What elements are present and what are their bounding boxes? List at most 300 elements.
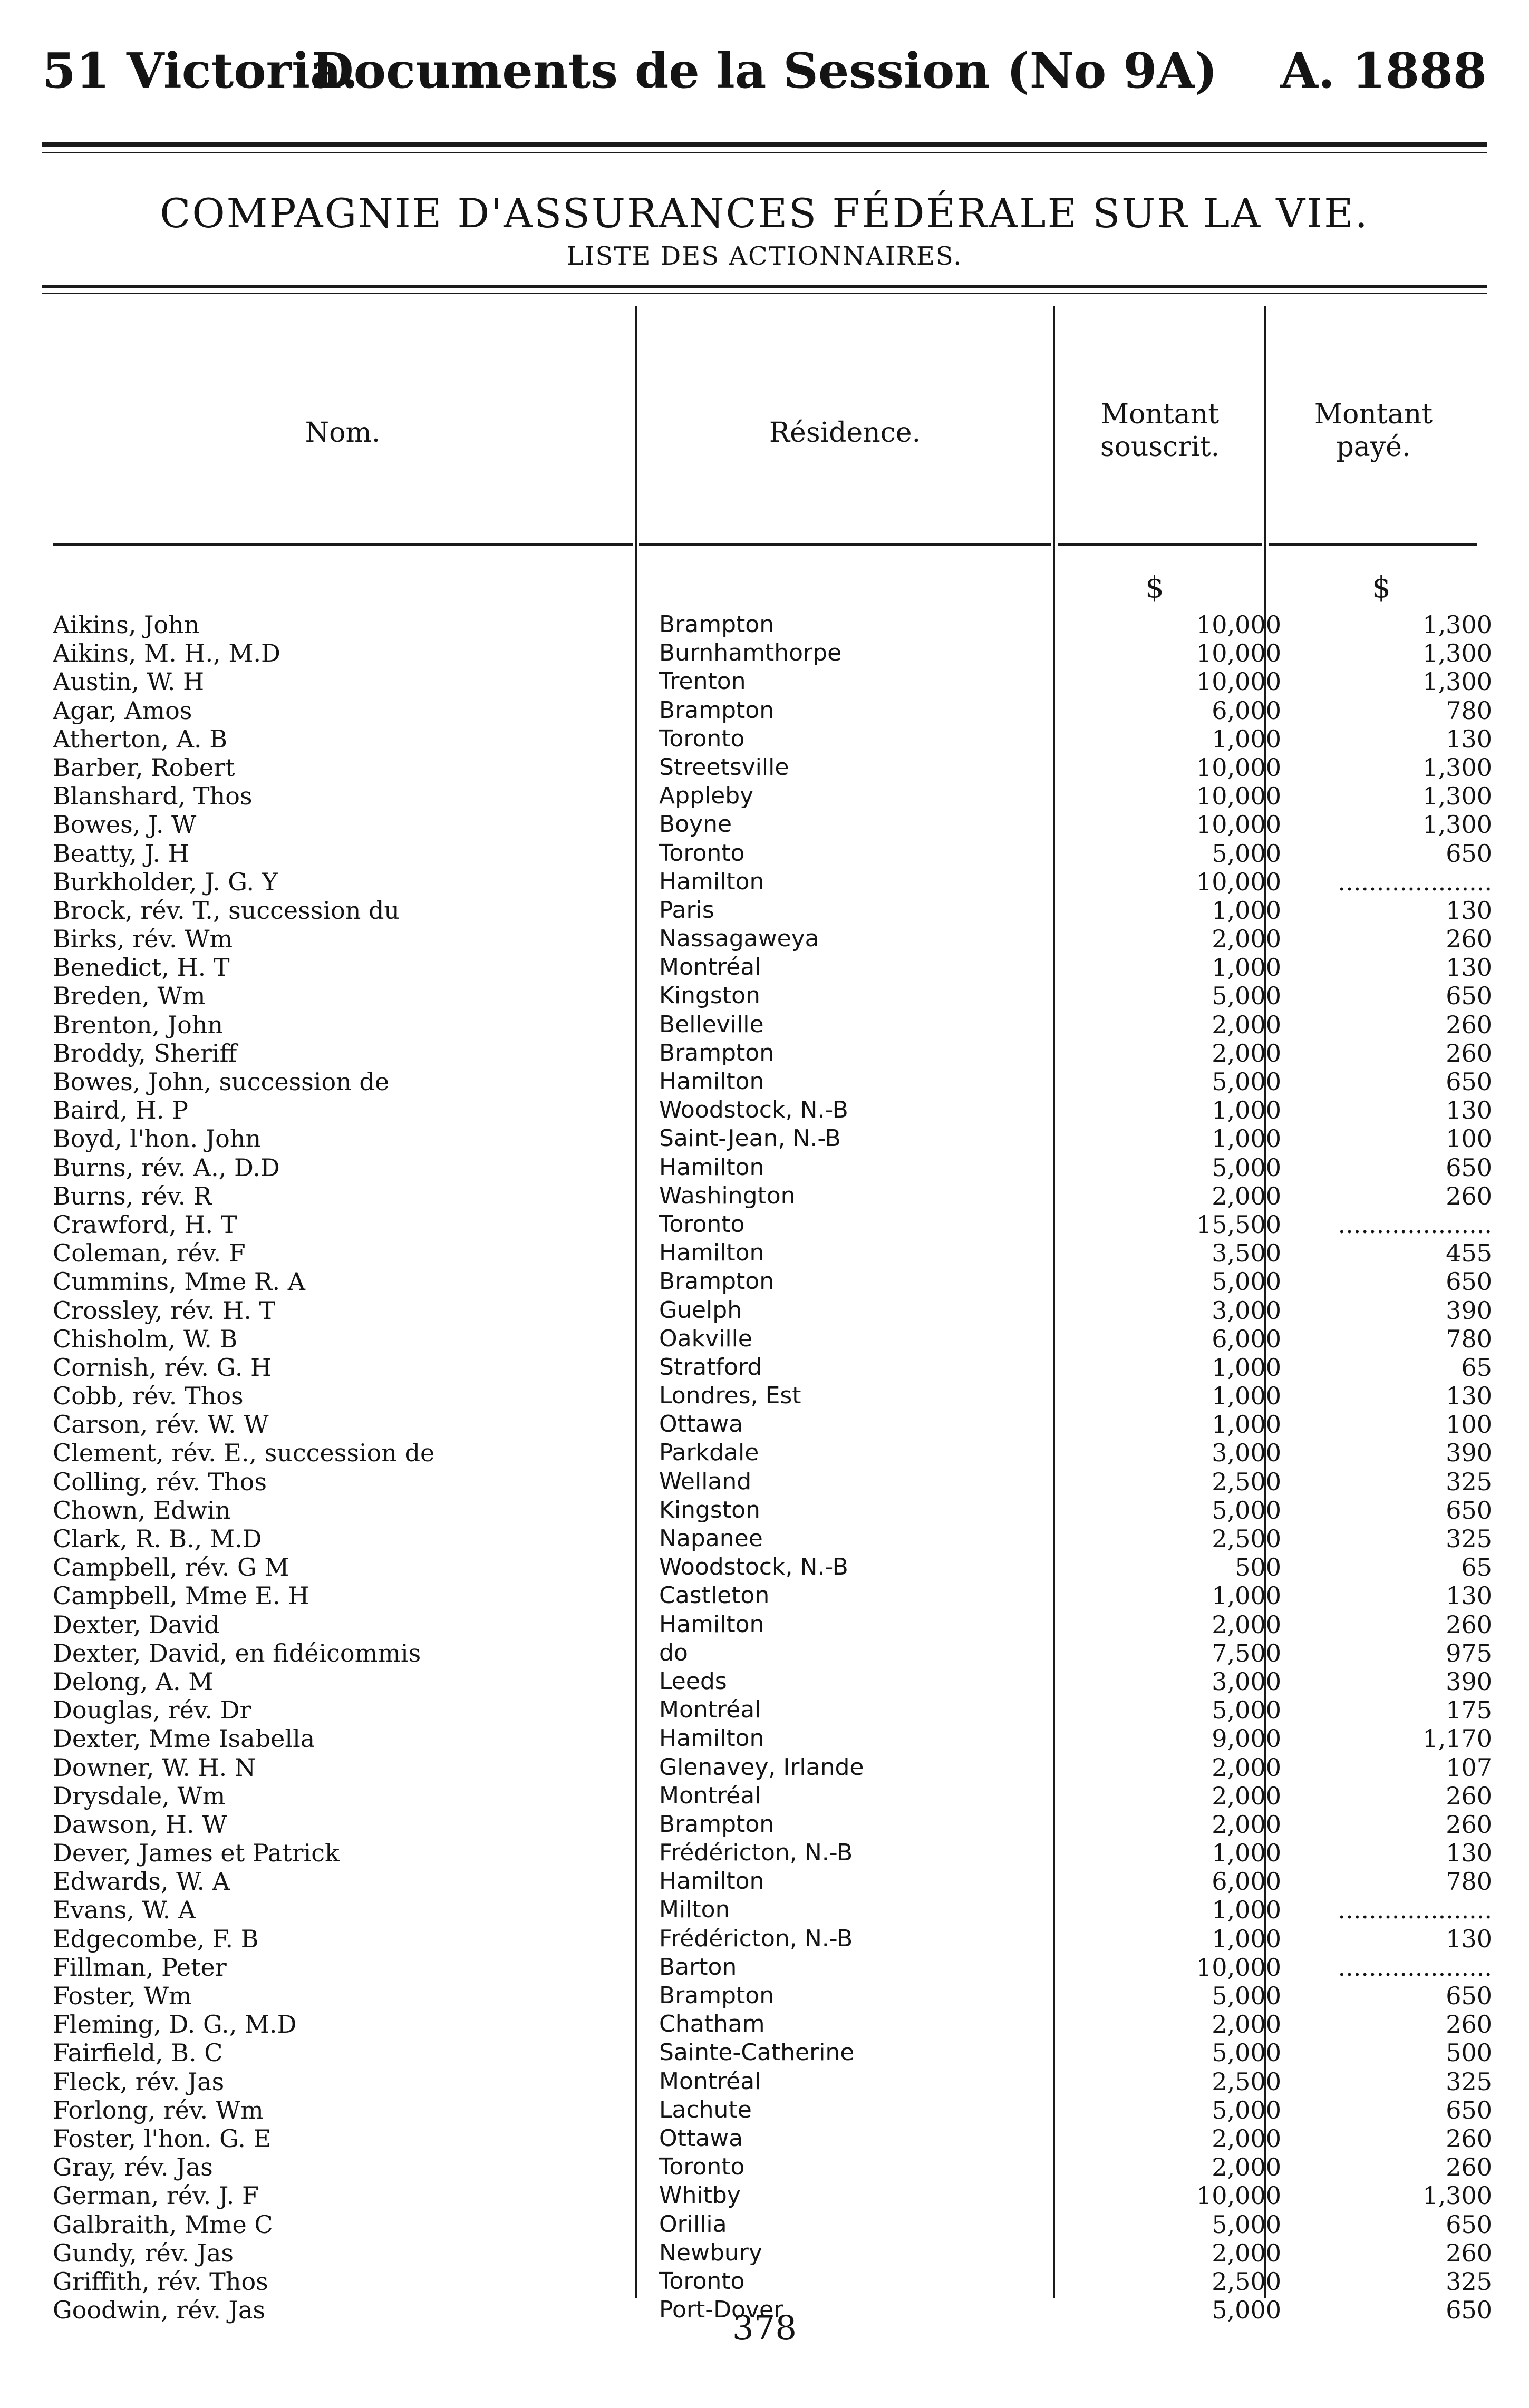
shareholder-name: Downer, W. H. N — [53, 1753, 260, 1782]
amount-subscribed: 5,000 — [1212, 1153, 1281, 1182]
amount-paid: 100 — [1446, 1124, 1492, 1153]
amount-subscribed: 7,500 — [1212, 1638, 1281, 1667]
amount-paid: 780 — [1446, 1324, 1492, 1353]
table-row — [53, 2267, 1492, 2296]
table-row — [53, 1810, 1492, 1839]
table-row — [53, 2067, 1492, 2096]
shareholder-residence: Hamilton — [659, 1725, 768, 1752]
amount-paid: 1,300 — [1422, 610, 1492, 639]
shareholder-residence: Napanee — [659, 1525, 767, 1552]
shareholder-residence: Saint-Jean, N.-B — [659, 1125, 845, 1152]
title-rule-thin — [42, 293, 1487, 294]
shareholder-residence: Welland — [659, 1468, 756, 1495]
table-row — [53, 2124, 1492, 2153]
table-row — [53, 1382, 1492, 1411]
amount-paid: 650 — [1446, 1153, 1492, 1182]
amount-paid: .................... — [1338, 867, 1492, 896]
currency-paid: $ — [1372, 570, 1391, 605]
amount-paid: 1,300 — [1422, 810, 1492, 839]
shareholder-residence: Kingston — [659, 1497, 765, 1523]
header-underline-residence — [639, 543, 1051, 546]
amount-paid: 107 — [1446, 1753, 1492, 1782]
shareholder-residence: Montréal — [659, 1696, 765, 1723]
shareholder-name: Dever, James et Patrick — [53, 1839, 344, 1867]
shareholder-residence: Castleton — [659, 1582, 773, 1609]
shareholder-name: Benedict, H. T — [53, 953, 234, 982]
amount-subscribed: 2,500 — [1212, 2267, 1281, 2296]
amount-paid: 130 — [1446, 1382, 1492, 1411]
table-row — [53, 1924, 1492, 1953]
shareholder-residence: Ottawa — [659, 2125, 747, 2152]
shareholder-name: Chown, Edwin — [53, 1496, 235, 1525]
amount-paid: 390 — [1446, 1296, 1492, 1325]
table-row — [53, 1638, 1492, 1667]
amount-subscribed: 1,000 — [1212, 1353, 1281, 1382]
currency-subscribed: $ — [1145, 570, 1164, 605]
amount-subscribed: 500 — [1235, 1553, 1281, 1582]
shareholder-name: Austin, W. H — [53, 667, 208, 696]
shareholder-residence: Chatham — [659, 2011, 769, 2037]
shareholder-name: Carson, rév. W. W — [53, 1410, 273, 1439]
amount-subscribed: 3,000 — [1212, 1296, 1281, 1325]
shareholder-residence: Brampton — [659, 1268, 778, 1295]
amount-paid: 260 — [1446, 2153, 1492, 2182]
amount-paid: 130 — [1446, 953, 1492, 982]
table-row — [53, 1439, 1492, 1468]
shareholder-residence: Toronto — [659, 840, 749, 867]
shareholder-name: Chisholm, W. B — [53, 1325, 241, 1353]
shareholder-name: Beatty, J. H — [53, 839, 193, 868]
shareholder-name: Foster, Wm — [53, 1982, 196, 2010]
shareholder-residence: Kingston — [659, 982, 765, 1009]
header-underline-paid — [1269, 543, 1477, 546]
shareholder-residence: Hamilton — [659, 1154, 768, 1181]
amount-subscribed: 1,000 — [1212, 1382, 1281, 1411]
amount-paid: 130 — [1446, 724, 1492, 753]
shareholder-name: Dawson, H. W — [53, 1810, 231, 1839]
shareholder-residence: Boyne — [659, 811, 736, 838]
amount-subscribed: 10,000 — [1196, 753, 1281, 782]
amount-paid: 130 — [1446, 1581, 1492, 1610]
amount-paid: 455 — [1446, 1239, 1492, 1268]
amount-paid: 1,300 — [1422, 782, 1492, 811]
shareholder-name: Cummins, Mme R. A — [53, 1267, 309, 1296]
amount-paid: 650 — [1446, 1067, 1492, 1096]
shareholder-residence: Ottawa — [659, 1411, 747, 1438]
table-row — [53, 1553, 1492, 1582]
shareholder-name: Breden, Wm — [53, 982, 209, 1010]
table-row — [53, 1867, 1492, 1896]
shareholder-name: Aikins, John — [53, 610, 204, 639]
title-rule — [42, 285, 1487, 288]
shareholder-name: Barber, Robert — [53, 753, 239, 782]
amount-paid: 780 — [1446, 696, 1492, 725]
shareholder-name: Blanshard, Thos — [53, 782, 257, 810]
shareholder-name: Dexter, David — [53, 1610, 224, 1639]
amount-subscribed: 2,000 — [1212, 2153, 1281, 2182]
table-row — [53, 696, 1492, 725]
shareholder-name: Burkholder, J. G. Y — [53, 868, 282, 896]
table-row — [53, 782, 1492, 811]
table-row — [53, 1353, 1492, 1382]
amount-subscribed: 5,000 — [1212, 1267, 1281, 1296]
column-header-name: Nom. — [305, 417, 381, 449]
amount-paid: 1,300 — [1422, 639, 1492, 668]
amount-subscribed: 2,000 — [1212, 2010, 1281, 2039]
shareholder-name: Broddy, Sheriff — [53, 1039, 241, 1067]
shareholder-residence: Belleville — [659, 1011, 768, 1038]
header-volume: 51 Victoria. — [42, 42, 359, 99]
column-header-subscribed-line1: Montant — [1100, 399, 1220, 430]
amount-subscribed: 6,000 — [1212, 1324, 1281, 1353]
shareholder-residence: Orillia — [659, 2211, 731, 2238]
table-row — [53, 2038, 1492, 2067]
amount-subscribed: 1,000 — [1212, 1096, 1281, 1125]
shareholder-name: Crawford, H. T — [53, 1210, 241, 1239]
amount-subscribed: 3,000 — [1212, 1667, 1281, 1696]
shareholder-name: German, rév. J. F — [53, 2181, 263, 2210]
shareholder-residence: Hamilton — [659, 1068, 768, 1095]
amount-subscribed: 2,500 — [1212, 1467, 1281, 1496]
shareholder-residence: Hamilton — [659, 1868, 768, 1895]
table-row — [53, 1467, 1492, 1496]
shareholder-residence: Frédéricton, N.-B — [659, 1839, 857, 1866]
amount-subscribed: 15,500 — [1196, 1210, 1281, 1239]
table-row — [53, 2210, 1492, 2239]
table-row — [53, 639, 1492, 668]
shareholder-residence: Barton — [659, 1954, 741, 1980]
amount-paid: 650 — [1446, 982, 1492, 1011]
amount-paid: 500 — [1446, 2038, 1492, 2067]
table-row — [53, 1496, 1492, 1525]
shareholder-name: Coleman, rév. F — [53, 1239, 250, 1267]
amount-subscribed: 5,000 — [1212, 2095, 1281, 2124]
shareholder-name: Delong, A. M — [53, 1667, 217, 1696]
amount-subscribed: 5,000 — [1212, 2210, 1281, 2239]
amount-paid: 325 — [1446, 1467, 1492, 1496]
shareholder-residence: Glenavey, Irlande — [659, 1754, 868, 1781]
amount-paid: 650 — [1446, 2095, 1492, 2124]
amount-paid: 260 — [1446, 1181, 1492, 1210]
amount-paid: 260 — [1446, 2238, 1492, 2267]
shareholder-list — [53, 610, 1492, 2325]
table-row — [53, 2010, 1492, 2039]
table-row — [53, 1296, 1492, 1325]
table-row — [53, 1696, 1492, 1725]
amount-subscribed: 2,500 — [1212, 1525, 1281, 1553]
amount-subscribed: 5,000 — [1212, 1496, 1281, 1525]
shareholder-residence: Brampton — [659, 1811, 778, 1838]
amount-paid: 65 — [1461, 1553, 1492, 1582]
amount-subscribed: 1,000 — [1212, 1896, 1281, 1925]
shareholder-name: Gundy, rév. Jas — [53, 2239, 238, 2267]
amount-subscribed: 2,000 — [1212, 1038, 1281, 1067]
shareholder-name: Campbell, rév. G M — [53, 1553, 293, 1581]
shareholder-name: Colling, rév. Thos — [53, 1468, 271, 1496]
amount-paid: 130 — [1446, 1096, 1492, 1125]
shareholder-name: Cornish, rév. G. H — [53, 1353, 276, 1382]
amount-subscribed: 2,000 — [1212, 1181, 1281, 1210]
amount-paid: 1,300 — [1422, 2181, 1492, 2210]
amount-subscribed: 2,000 — [1212, 2124, 1281, 2153]
shareholder-residence: Parkdale — [659, 1439, 763, 1466]
amount-paid: 650 — [1446, 2296, 1492, 2325]
shareholder-residence: Trenton — [659, 668, 750, 695]
shareholder-name: Galbraith, Mme C — [53, 2210, 277, 2239]
shareholder-residence: Whitby — [659, 2182, 745, 2209]
shareholder-residence: Montréal — [659, 954, 765, 980]
shareholder-residence: Brampton — [659, 1040, 778, 1066]
shareholder-name: Burns, rév. R — [53, 1182, 216, 1210]
table-row — [53, 1781, 1492, 1810]
table-row — [53, 1581, 1492, 1610]
table-row — [53, 1896, 1492, 1925]
shareholder-name: Drysdale, Wm — [53, 1782, 229, 1810]
shareholder-name: Brenton, John — [53, 1011, 227, 1039]
column-header-residence: Résidence. — [769, 417, 921, 449]
shareholder-name: Foster, l'hon. G. E — [53, 2124, 275, 2153]
shareholder-residence: do — [659, 1639, 692, 1666]
table-row — [53, 982, 1492, 1011]
table-row — [53, 1181, 1492, 1210]
amount-subscribed: 10,000 — [1196, 667, 1281, 696]
shareholder-name: Fleming, D. G., M.D — [53, 2010, 301, 2038]
amount-subscribed: 1,000 — [1212, 1410, 1281, 1439]
table-row — [53, 1982, 1492, 2010]
amount-subscribed: 5,000 — [1212, 982, 1281, 1011]
shareholder-name: Edgecombe, F. B — [53, 1925, 263, 1953]
table-row — [53, 1267, 1492, 1296]
page-subtitle: LISTE DES ACTIONNAIRES. — [566, 241, 963, 271]
shareholder-name: Douglas, rév. Dr — [53, 1696, 256, 1724]
amount-subscribed: 1,000 — [1212, 953, 1281, 982]
amount-paid: 130 — [1446, 1839, 1492, 1868]
amount-subscribed: 10,000 — [1196, 810, 1281, 839]
amount-paid: 175 — [1446, 1696, 1492, 1725]
header-underline-name — [53, 543, 633, 546]
shareholder-residence: Nassagaweya — [659, 925, 824, 952]
column-header-paid-line1: Montant — [1314, 399, 1433, 430]
amount-paid: 1,170 — [1422, 1724, 1492, 1753]
table-row — [53, 1610, 1492, 1639]
amount-subscribed: 2,000 — [1212, 1781, 1281, 1810]
shareholder-residence: Brampton — [659, 1982, 778, 2009]
table-row — [53, 2153, 1492, 2182]
shareholder-residence: Leeds — [659, 1668, 731, 1695]
shareholder-name: Brock, rév. T., succession du — [53, 896, 404, 925]
shareholder-residence: Toronto — [659, 725, 749, 752]
shareholder-residence: Lachute — [659, 2096, 756, 2123]
table-row — [53, 810, 1492, 839]
amount-paid: 650 — [1446, 1982, 1492, 2010]
amount-subscribed: 2,500 — [1212, 2067, 1281, 2096]
shareholder-name: Cobb, rév. Thos — [53, 1382, 248, 1410]
shareholder-name: Birks, rév. Wm — [53, 925, 237, 953]
table-row — [53, 1839, 1492, 1868]
shareholder-residence: Stratford — [659, 1354, 766, 1381]
amount-subscribed: 1,000 — [1212, 1924, 1281, 1953]
amount-paid: 325 — [1446, 2067, 1492, 2096]
amount-paid: 100 — [1446, 1410, 1492, 1439]
header-underline-subscribed — [1058, 543, 1262, 546]
amount-subscribed: 10,000 — [1196, 867, 1281, 896]
table-row — [53, 1525, 1492, 1553]
shareholder-name: Baird, H. P — [53, 1096, 192, 1124]
shareholder-name: Forlong, rév. Wm — [53, 2096, 268, 2124]
amount-subscribed: 6,000 — [1212, 696, 1281, 725]
shareholder-residence: Streetsville — [659, 754, 793, 781]
amount-paid: 260 — [1446, 925, 1492, 954]
shareholder-name: Gray, rév. Jas — [53, 2153, 217, 2181]
amount-subscribed: 10,000 — [1196, 1953, 1281, 1982]
amount-subscribed: 10,000 — [1196, 782, 1281, 811]
table-row — [53, 1210, 1492, 1239]
amount-subscribed: 1,000 — [1212, 1839, 1281, 1868]
table-row — [53, 610, 1492, 639]
amount-paid: 325 — [1446, 1525, 1492, 1553]
amount-paid: 650 — [1446, 2210, 1492, 2239]
header-year: A. 1888 — [1280, 42, 1487, 99]
page-number: 378 — [732, 2309, 797, 2348]
amount-paid: .................... — [1338, 1210, 1492, 1239]
column-header-subscribed-line2: souscrit. — [1100, 431, 1220, 463]
shareholder-residence: Frédéricton, N.-B — [659, 1925, 857, 1952]
shareholder-name: Fairfield, B. C — [53, 2038, 227, 2067]
shareholder-residence: Woodstock, N.-B — [659, 1553, 853, 1580]
shareholder-residence: Toronto — [659, 1211, 749, 1238]
amount-subscribed: 2,000 — [1212, 2238, 1281, 2267]
amount-paid: 325 — [1446, 2267, 1492, 2296]
table-row — [53, 724, 1492, 753]
table-row — [53, 1667, 1492, 1696]
shareholder-residence: Toronto — [659, 2153, 749, 2180]
amount-subscribed: 5,000 — [1212, 1067, 1281, 1096]
shareholder-residence: Burnhamthorpe — [659, 639, 846, 666]
amount-paid: 975 — [1446, 1638, 1492, 1667]
amount-subscribed: 2,000 — [1212, 1010, 1281, 1039]
shareholder-name: Boyd, l'hon. John — [53, 1124, 265, 1153]
table-row — [53, 1067, 1492, 1096]
amount-subscribed: 10,000 — [1196, 610, 1281, 639]
shareholder-residence: Appleby — [659, 782, 758, 809]
amount-paid: 130 — [1446, 896, 1492, 925]
table-row — [53, 1753, 1492, 1782]
header-rule — [42, 142, 1487, 147]
amount-subscribed: 5,000 — [1212, 839, 1281, 868]
table-row — [53, 1096, 1492, 1125]
shareholder-residence: Hamilton — [659, 868, 768, 895]
header-document: Documents de la Session (No 9A) — [311, 42, 1218, 99]
shareholder-name: Dexter, Mme Isabella — [53, 1724, 319, 1753]
amount-paid: 1,300 — [1422, 753, 1492, 782]
shareholder-name: Fleck, rév. Jas — [53, 2067, 228, 2096]
page-title: COMPAGNIE D'ASSURANCES FÉDÉRALE SUR LA VIE. — [160, 190, 1369, 237]
table-row — [53, 1724, 1492, 1753]
amount-paid: 260 — [1446, 1010, 1492, 1039]
shareholder-residence: Washington — [659, 1182, 800, 1209]
amount-subscribed: 3,000 — [1212, 1439, 1281, 1468]
shareholder-residence: Hamilton — [659, 1611, 768, 1638]
shareholder-residence: Paris — [659, 897, 719, 924]
shareholder-name: Dexter, David, en fidéicommis — [53, 1639, 425, 1667]
table-row — [53, 667, 1492, 696]
amount-paid: 650 — [1446, 1267, 1492, 1296]
amount-paid: .................... — [1338, 1896, 1492, 1925]
amount-subscribed: 5,000 — [1212, 2038, 1281, 2067]
table-row — [53, 2181, 1492, 2210]
shareholder-residence: Hamilton — [659, 1239, 768, 1266]
shareholder-residence: Sainte-Catherine — [659, 2039, 858, 2066]
amount-paid: 260 — [1446, 1810, 1492, 1839]
shareholder-name: Burns, rév. A., D.D — [53, 1153, 284, 1182]
amount-subscribed: 6,000 — [1212, 1867, 1281, 1896]
amount-paid: 390 — [1446, 1439, 1492, 1468]
shareholder-name: Aikins, M. H., M.D — [53, 639, 285, 667]
shareholder-name: Crossley, rév. H. T — [53, 1296, 279, 1325]
shareholder-residence: Newbury — [659, 2239, 767, 2266]
table-row — [53, 839, 1492, 868]
shareholder-name: Bowes, J. W — [53, 810, 200, 839]
shareholder-residence: Brampton — [659, 611, 778, 638]
amount-subscribed: 2,000 — [1212, 1610, 1281, 1639]
amount-subscribed: 1,000 — [1212, 1124, 1281, 1153]
table-row — [53, 1010, 1492, 1039]
shareholder-residence: Toronto — [659, 2268, 749, 2295]
table-row — [53, 753, 1492, 782]
amount-subscribed: 5,000 — [1212, 2296, 1281, 2325]
amount-subscribed: 1,000 — [1212, 896, 1281, 925]
shareholder-name: Agar, Amos — [53, 696, 196, 725]
shareholder-name: Atherton, A. B — [53, 725, 231, 753]
shareholder-name: Fillman, Peter — [53, 1953, 231, 1982]
shareholder-name: Evans, W. A — [53, 1896, 200, 1924]
shareholder-residence: Milton — [659, 1896, 734, 1923]
amount-paid: .................... — [1338, 1953, 1492, 1982]
table-row — [53, 1953, 1492, 1982]
amount-subscribed: 1,000 — [1212, 1581, 1281, 1610]
table-row — [53, 953, 1492, 982]
shareholder-name: Griffith, rév. Thos — [53, 2267, 273, 2296]
amount-paid: 130 — [1446, 1924, 1492, 1953]
table-row — [53, 1038, 1492, 1067]
shareholder-residence: Woodstock, N.-B — [659, 1096, 853, 1123]
table-row — [53, 896, 1492, 925]
shareholder-name: Bowes, John, succession de — [53, 1067, 393, 1096]
table-row — [53, 1324, 1492, 1353]
shareholder-residence: Oakville — [659, 1325, 757, 1352]
column-header-paid-line2: payé. — [1336, 431, 1411, 463]
shareholder-residence: Montréal — [659, 2068, 765, 2095]
amount-paid: 390 — [1446, 1667, 1492, 1696]
amount-paid: 650 — [1446, 1496, 1492, 1525]
shareholder-residence: Guelph — [659, 1297, 746, 1324]
table-row — [53, 1239, 1492, 1268]
amount-subscribed: 2,000 — [1212, 925, 1281, 954]
amount-paid: 260 — [1446, 2010, 1492, 2039]
amount-subscribed: 3,500 — [1212, 1239, 1281, 1268]
table-row — [53, 1124, 1492, 1153]
amount-subscribed: 10,000 — [1196, 639, 1281, 668]
amount-subscribed: 1,000 — [1212, 724, 1281, 753]
table-row — [53, 1410, 1492, 1439]
shareholder-name: Clement, rév. E., succession de — [53, 1439, 439, 1467]
shareholder-name: Edwards, W. A — [53, 1867, 234, 1896]
amount-subscribed: 2,000 — [1212, 1810, 1281, 1839]
shareholder-residence: Montréal — [659, 1782, 765, 1809]
amount-subscribed: 9,000 — [1212, 1724, 1281, 1753]
column-header-paid — [1268, 398, 1479, 463]
amount-paid: 260 — [1446, 1610, 1492, 1639]
